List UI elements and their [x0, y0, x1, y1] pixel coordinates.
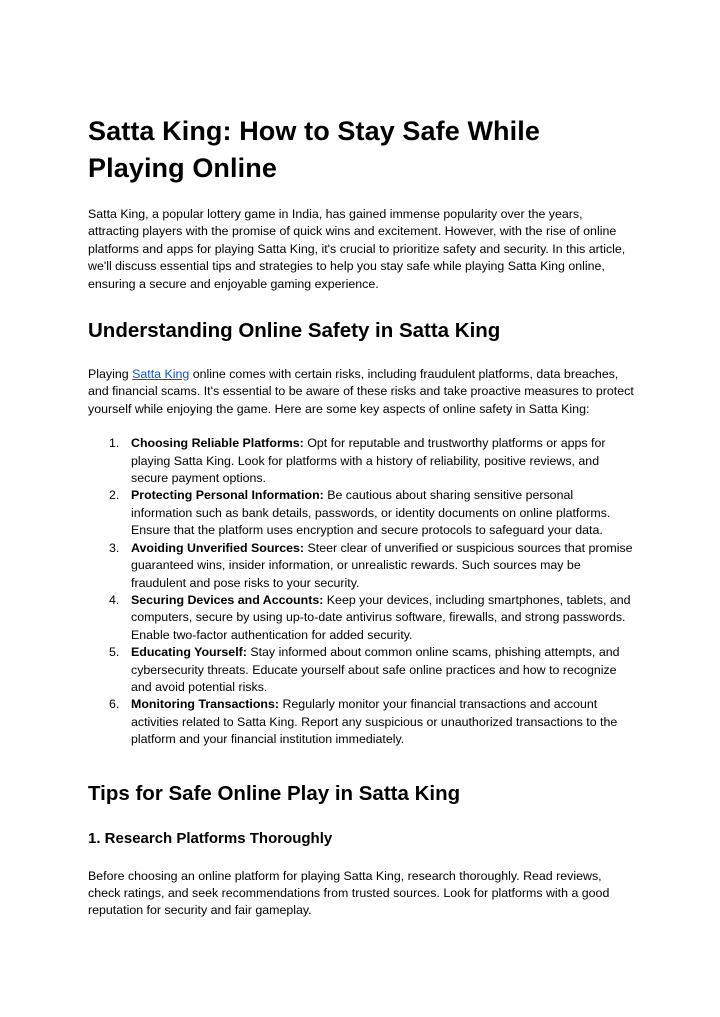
- list-item-number: 5.: [109, 645, 120, 660]
- list-item: [88, 644, 636, 696]
- list-item-number: 2.: [109, 488, 120, 503]
- list-item-text: Be cautious about sharing sensitive personal information such as bank details, passwords, or identity documents on online platforms. Ensure that the platform uses encryption and secure protocols to safeguard your data.: [131, 488, 611, 538]
- list-item-term: Educating Yourself:: [131, 645, 247, 660]
- section-heading-online-safety: Understanding Online Safety in Satta King: [88, 319, 501, 343]
- list-item-term: Securing Devices and Accounts:: [131, 592, 324, 607]
- document-page: [88, 113, 636, 920]
- list-item-text: Steer clear of unverified or suspicious sources that promise guaranteed wins, insider information, or unrealistic rewards. Such sources may be fraudulent and pose risks to your security.: [131, 540, 633, 590]
- list-item: [88, 435, 636, 487]
- list-item: [88, 540, 636, 592]
- satta-king-link[interactable]: Satta King: [132, 367, 190, 382]
- list-item: [88, 696, 636, 748]
- intro-text-after-link: online comes with certain risks, including fraudulent platforms, data breaches, and financial scams. It's essential to be aware of these risks and take proactive measures to protect yourself while enjoying the game. Here are some key aspects of online safety in Satta King:: [88, 367, 634, 416]
- list-item-number: 1.: [109, 436, 120, 451]
- list-item-term: Avoiding Unverified Sources:: [131, 540, 305, 555]
- list-item-term: Monitoring Transactions:: [131, 697, 280, 712]
- research-paragraph: Before choosing an online platform for playing Satta King, research thoroughly. Read reviews, check ratings, and seek recommendations from trusted sources. Look for platforms with a good reputation for security and fair gameplay.: [88, 868, 610, 918]
- intro-paragraph: Satta King, a popular lottery game in India, has gained immense popularity over the years, attracting players with the promise of quick wins and excitement. However, with the rise of online platforms and apps for playing Satta King, it's crucial to prioritize safety and security. In this article, we'll discuss essential tips and strategies to help you stay safe while playing Satta King online, ensuring a secure and enjoyable gaming experience.: [88, 207, 626, 291]
- list-item-number: 3.: [109, 540, 120, 555]
- list-item: [88, 592, 636, 644]
- list-item-text: Stay informed about common online scams, phishing attempts, and cybersecurity threats. Educate yourself about safe online practices and how to recognize and avoid potential risks.: [131, 645, 620, 694]
- list-item-text: Opt for reputable and trustworthy platforms or apps for playing Satta King. Look for platforms with a history of reliability, positive reviews, and secure payment options.: [131, 436, 606, 486]
- section-intro-paragraph: [88, 366, 636, 418]
- list-item-number: 4.: [109, 592, 120, 607]
- section-heading-safe-play-tips: Tips for Safe Online Play in Satta King: [88, 781, 461, 805]
- list-item-text: Regularly monitor your financial transactions and account activities related to Satta King. Report any suspicious or unauthorized transactions to the platform and your financial institution immediately.: [131, 697, 618, 747]
- intro-text-before-link: Playing: [88, 367, 133, 382]
- list-item-text: Keep your devices, including smartphones, tablets, and computers, secure by using up-to-date antivirus software, firewalls, and strong passwords. Enable two-factor authentication for added security.: [131, 592, 631, 642]
- page-title: Satta King: How to Stay Safe While Playing Online: [88, 116, 540, 183]
- subheading-research-platforms: 1. Research Platforms Thoroughly: [88, 829, 333, 847]
- safety-aspects-list: [88, 435, 636, 748]
- list-item-term: Choosing Reliable Platforms:: [131, 436, 304, 451]
- list-item-number: 6.: [109, 697, 120, 712]
- list-item: [88, 487, 636, 539]
- list-item-term: Protecting Personal Information:: [131, 488, 324, 503]
